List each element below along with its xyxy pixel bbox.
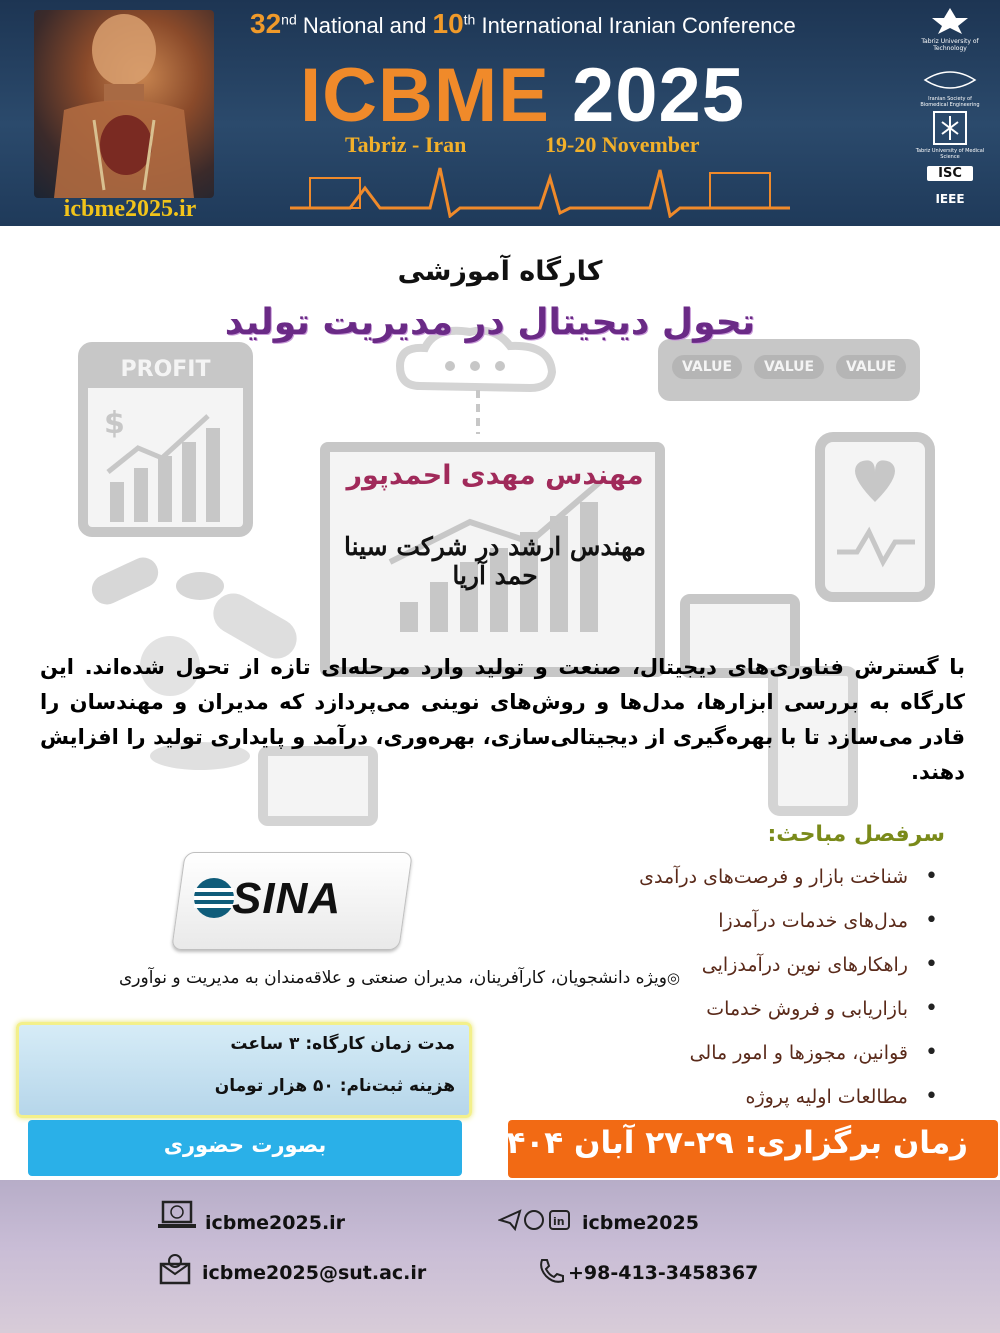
- target-icon: ◎: [666, 969, 680, 987]
- topics-list: [600, 862, 940, 1126]
- society-label: Iranian Society of Biomedical Engineering: [920, 96, 980, 108]
- international-suffix: th: [463, 11, 476, 28]
- edition-international: International Iranian Conference: [475, 13, 796, 38]
- isc-logo: [915, 166, 985, 181]
- topic-item: • قوانین، مجوزها و امور مالی: [600, 1038, 940, 1082]
- speaker-role: مهندس ارشد در شرکت سینا حمد آریا: [343, 532, 647, 590]
- sina-logo-text: SINA: [232, 874, 342, 923]
- website-label[interactable]: icbme2025.ir: [63, 196, 197, 222]
- workshop-poster-body: [0, 226, 1000, 1180]
- value-label-2: VALUE: [754, 355, 824, 379]
- topic-item: • راهکارهای نوین درآمدزایی: [600, 950, 940, 994]
- conference-year: 2025: [549, 53, 746, 138]
- medical-science-logo: [915, 110, 985, 160]
- laptop-globe-icon: [157, 1200, 197, 1230]
- ieee-logo: [915, 192, 985, 206]
- registration-fee: هزینه ثبت‌نام: ۵۰ هزار تومان: [214, 1076, 455, 1096]
- workshop-label: کارگاه آموزشی: [397, 256, 603, 287]
- footer-website[interactable]: icbme2025.ir: [205, 1212, 346, 1234]
- topic-item: • شناخت بازار و فرصت‌های درآمدی: [600, 862, 940, 906]
- value-label-1: VALUE: [672, 355, 742, 379]
- medical-science-label: Tabriz University of Medical Science: [915, 148, 985, 160]
- society-logo: [915, 66, 985, 108]
- footer-email[interactable]: icbme2025@sut.ac.ir: [202, 1262, 427, 1284]
- workshop-duration: مدت زمان کارگاه: ۳ ساعت: [230, 1034, 455, 1054]
- edition-suffix: nd: [281, 11, 297, 28]
- event-date: زمان برگزاری: ۲۹-۲۷ آبان ۱۴۰۴: [487, 1125, 968, 1161]
- topic-item: • مطالعات اولیه پروژه: [600, 1082, 940, 1126]
- ieee-label: IEEE: [935, 192, 965, 206]
- conference-name: [300, 52, 820, 139]
- speaker-name: مهندس مهدی احمدپور: [346, 460, 644, 491]
- topic-item: • بازاریابی و فروش خدمات: [600, 994, 940, 1038]
- conference-dates: 19-20 November: [545, 132, 700, 157]
- attendance-mode: بصورت حضوری: [163, 1133, 327, 1157]
- conference-banner: [0, 0, 1000, 226]
- edition-national: National and: [296, 13, 433, 38]
- international-number: 10: [432, 8, 464, 39]
- ecg-skyline-icon: [290, 158, 790, 218]
- profit-label: PROFIT: [88, 352, 243, 388]
- phone-icon: [536, 1256, 566, 1286]
- contact-footer: [0, 1180, 1000, 1333]
- social-media-icons: [498, 1208, 578, 1232]
- edition-number: 32: [250, 8, 282, 39]
- profit-bars-icon: [98, 412, 233, 532]
- topics-title: سرفصل مباحث:: [767, 822, 945, 847]
- anatomy-robot-image: [34, 10, 214, 198]
- partner-logos: [915, 6, 985, 216]
- isc-label: ISC: [927, 166, 973, 181]
- heart-icon: [825, 442, 925, 592]
- footer-social-handle[interactable]: icbme2025: [582, 1212, 699, 1234]
- profit-chart-graphic: [78, 342, 253, 537]
- topic-item: • مدل‌های خدمات درآمدزا: [600, 906, 940, 950]
- dollar-icon: $: [104, 406, 125, 441]
- audience-text: ویژه دانشجویان، کارآفرینان، مدیران صنعتی و علاقه‌مندان به مدیریت و نوآوری: [118, 968, 667, 988]
- target-audience: [15, 968, 680, 988]
- workshop-description: با گسترش فناوری‌های دیجیتال، صنعت و تولید وارد مرحله‌ای تازه از تحول شده‌اند. این کارگاه به بررسی ابزارها، مدل‌ها و روش‌های نوینی می‌پردازد که مدیران و مهندسان را قادر می‌سازد تا با بهره‌گیری از دیجیتالی‌سازی، بهره‌وری، درآمد و پایداری تولید را افزایش دهند.: [40, 655, 965, 784]
- svg-text:in: in: [553, 1215, 565, 1228]
- workshop-title: تحول دیجیتال در مدیریت تولید: [224, 302, 756, 343]
- tabriz-tech-logo: [915, 6, 985, 52]
- value-chain-graphic: [658, 339, 920, 401]
- footer-phone[interactable]: +98-413-3458367: [568, 1262, 759, 1284]
- email-icon: [158, 1252, 192, 1286]
- value-label-3: VALUE: [836, 355, 906, 379]
- sina-globe-icon: [192, 876, 236, 920]
- conference-edition: [250, 8, 900, 40]
- conference-acronym: ICBME: [300, 53, 550, 138]
- phone-health-graphic: [815, 432, 935, 602]
- tabriz-tech-label: Tabriz University of Technology: [921, 38, 979, 52]
- conference-location: Tabriz - Iran: [345, 132, 467, 157]
